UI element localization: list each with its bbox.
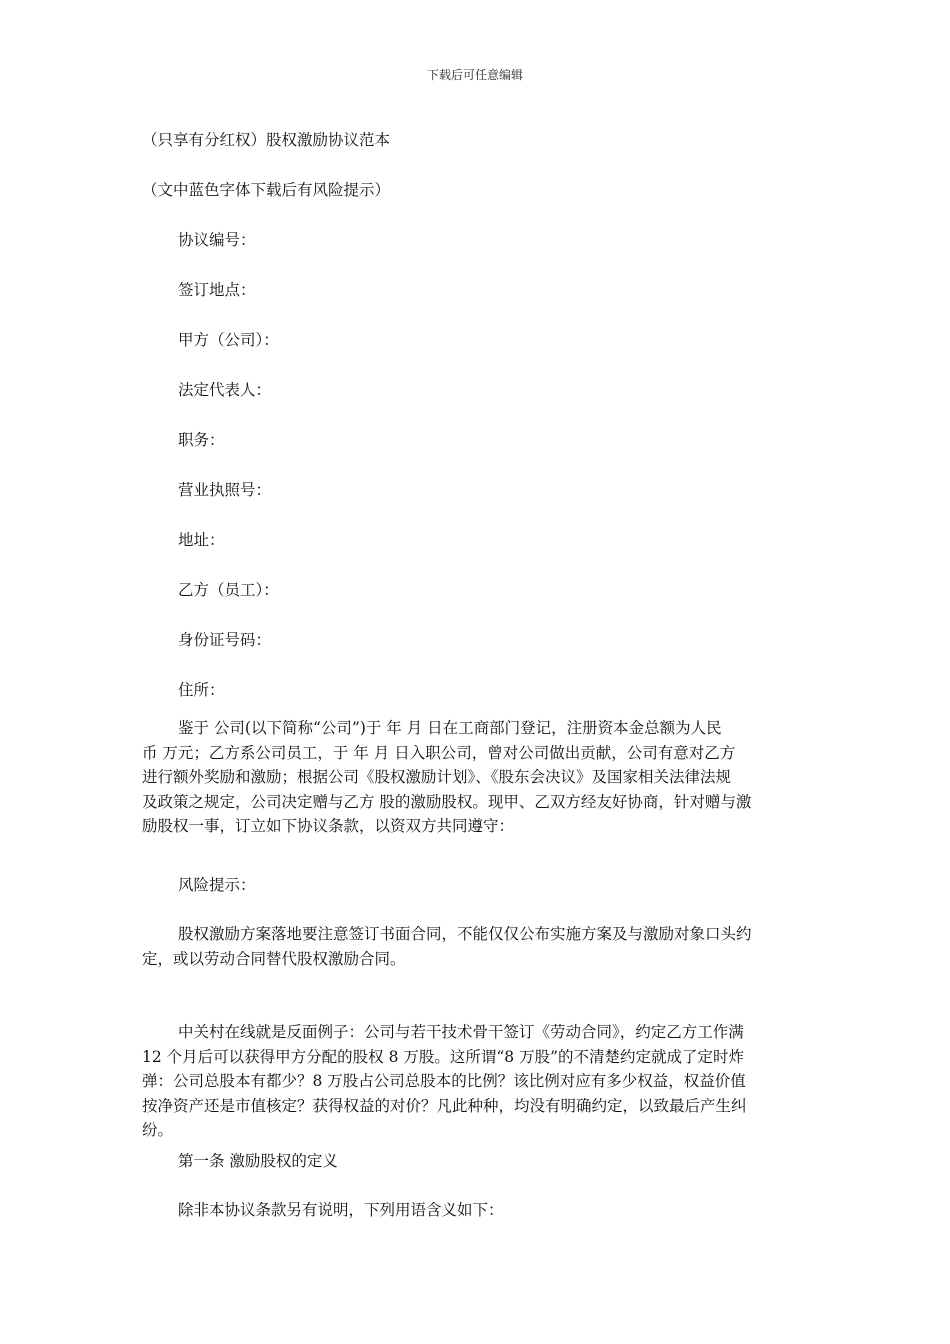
preamble-line: 励股权一事，订立如下协议条款，以资双方共同遵守：	[142, 817, 515, 835]
document-subtitle: （文中蓝色字体下载后有风险提示）	[142, 181, 391, 199]
preamble-line: 及政策之规定，公司决定赠与乙方 股的激励股权。现甲、乙双方经友好协商，针对赠与激	[142, 792, 752, 811]
article-1-title: 第一条 激励股权的定义	[178, 1152, 338, 1170]
example-line: 弹：公司总股本有都少？8 万股占公司总股本的比例？该比例对应有多少权益，权益价值	[142, 1072, 746, 1090]
risk-paragraph	[142, 922, 808, 971]
example-paragraph	[142, 1020, 808, 1143]
field-id-number: 身份证号码：	[178, 631, 272, 649]
risk-label: 风险提示：	[178, 876, 256, 894]
preamble-line: 进行额外奖励和激励；根据公司《股权激励计划》、《股东会决议》及国家相关法律法规	[142, 768, 732, 786]
field-position: 职务：	[178, 431, 225, 449]
field-party-a: 甲方（公司）：	[178, 331, 279, 349]
article-1-intro: 除非本协议条款另有说明，下列用语含义如下：	[178, 1201, 504, 1219]
risk-line: 定，或以劳动合同替代股权激励合同。	[142, 949, 406, 968]
field-signing-place: 签订地点：	[178, 281, 256, 299]
example-line: 12 个月后可以获得甲方分配的股权 8 万股。这所谓“8 万股”的不清楚约定就成了定时炸	[142, 1047, 745, 1066]
field-legal-representative: 法定代表人：	[178, 381, 272, 399]
preamble-line: 币 万元；乙方系公司员工，于 年 月 日入职公司，曾对公司做出贡献，公司有意对乙方	[142, 743, 736, 762]
field-residence: 住所：	[178, 681, 225, 699]
example-line: 纷。	[142, 1121, 174, 1139]
document-title: （只享有分红权）股权激励协议范本	[142, 131, 391, 149]
preamble-paragraph	[142, 716, 808, 839]
field-party-b: 乙方（员工）：	[178, 581, 279, 599]
field-address: 地址：	[178, 531, 225, 549]
field-business-license: 营业执照号：	[178, 481, 272, 499]
example-line: 中关村在线就是反面例子：公司与若干技术骨干签订《劳动合同》，约定乙方工作满	[178, 1023, 744, 1041]
risk-line: 股权激励方案落地要注意签订书面合同，不能仅仅公布实施方案及与激励对象口头约	[178, 925, 752, 943]
page-header: 下载后可任意编辑	[426, 68, 523, 82]
field-agreement-number: 协议编号：	[178, 231, 256, 249]
example-line: 按净资产还是市值核定？获得权益的对价？凡此种种，均没有明确约定，以致最后产生纠	[142, 1096, 747, 1115]
preamble-line: 鉴于 公司(以下简称“公司”)于 年 月 日在工商部门登记，注册资本金总额为人民	[178, 719, 722, 737]
